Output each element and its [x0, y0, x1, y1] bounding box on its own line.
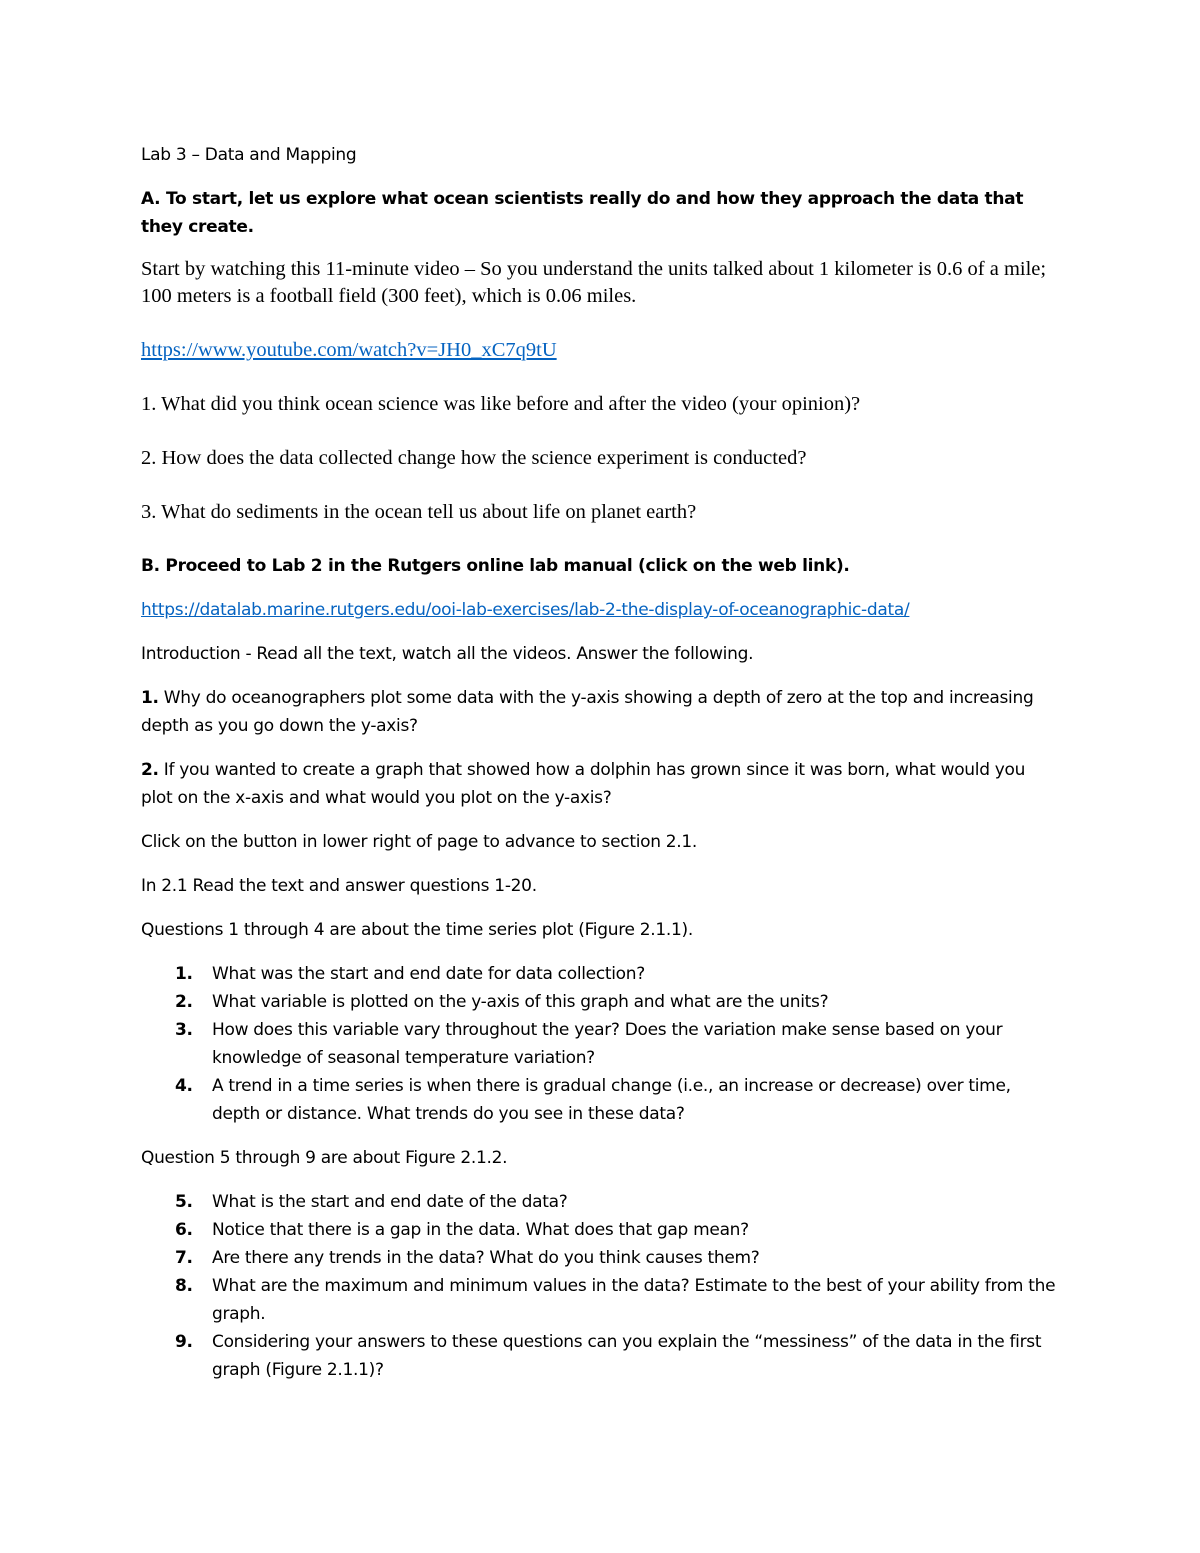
list-item: [141, 1272, 1061, 1328]
list-item: [141, 1016, 1061, 1072]
section-b-heading: B. Proceed to Lab 2 in the Rutgers online lab manual (click on the web link).: [141, 556, 850, 576]
section-a-text: To start, let us explore what ocean scientists really do and how they approach the data that they create.: [141, 189, 1024, 237]
list-item-text: How does this variable vary throughout the year? Does the variation make sense based on your knowledge of seasonal temperature variation?: [212, 1020, 1003, 1068]
question-group-2-heading: Question 5 through 9 are about Figure 2.1.2.: [141, 1148, 508, 1168]
list-item-text: A trend in a time series is when there is gradual change (i.e., an increase or decrease) over time, depth or distance. What trends do you see in these data?: [212, 1076, 1011, 1124]
document-title: Lab 3 – Data and Mapping: [141, 145, 357, 165]
list-item: [141, 1328, 1061, 1384]
video-intro: Start by watching this 11-minute video – So you understand the units talked about 1 kilometer is 0.6 of a mile; 100 meters is a football field (300 feet), which is 0.06 miles.: [141, 258, 1047, 307]
lab-link[interactable]: https://datalab.marine.rutgers.edu/ooi-lab-exercises/lab-2-the-display-of-oceanographic-data/: [141, 600, 910, 620]
list-item: [141, 1072, 1061, 1128]
list-item-number: 1.: [175, 964, 193, 984]
section-a-paragraph: [141, 185, 1061, 241]
video-link-paragraph: [141, 337, 1061, 364]
advance-instruction: Click on the button in lower right of page to advance to section 2.1.: [141, 832, 698, 852]
list-item-number: 9.: [175, 1332, 193, 1352]
list-item-text: What is the start and end date of the data?: [212, 1192, 568, 1212]
list-item: [141, 988, 1061, 1016]
video-question-1: 1. What did you think ocean science was like before and after the video (your opinion)?: [141, 393, 861, 415]
video-question-2: 2. How does the data collected change how the science experiment is conducted?: [141, 447, 807, 469]
list-item-number: 3.: [175, 1020, 193, 1040]
intro-question-1: [141, 684, 1061, 740]
document-page: [141, 140, 1061, 1384]
intro-question-1-text: Why do oceanographers plot some data with the y-axis showing a depth of zero at the top and increasing depth as you go down the y-axis?: [141, 688, 1034, 736]
list-item-text: Are there any trends in the data? What do you think causes them?: [212, 1248, 760, 1268]
list-item-number: 7.: [175, 1248, 193, 1268]
list-item-text: Notice that there is a gap in the data. What does that gap mean?: [212, 1220, 749, 1240]
introduction-text: Introduction - Read all the text, watch all the videos. Answer the following.: [141, 644, 754, 664]
intro-question-2-text: If you wanted to create a graph that showed how a dolphin has grown since it was born, what would you plot on the x-axis and what would you plot on the y-axis?: [141, 760, 1026, 808]
list-item: [141, 960, 1061, 988]
list-item-text: What are the maximum and minimum values in the data? Estimate to the best of your ability from the graph.: [212, 1276, 1056, 1324]
list-item-text: What variable is plotted on the y-axis of this graph and what are the units?: [212, 992, 829, 1012]
list-item-number: 6.: [175, 1220, 193, 1240]
intro-question-2-number: 2.: [141, 760, 159, 780]
question-group-2-list: [141, 1188, 1061, 1384]
list-item-number: 4.: [175, 1076, 193, 1096]
list-item-text: Considering your answers to these questions can you explain the “messiness” of the data in the first graph (Figure 2.1.1)?: [212, 1332, 1042, 1380]
video-link[interactable]: https://www.youtube.com/watch?v=JH0_xC7q9tU: [141, 339, 557, 361]
list-item: [141, 1216, 1061, 1244]
list-item-number: 8.: [175, 1276, 193, 1296]
list-item: [141, 1188, 1061, 1216]
list-item-text: What was the start and end date for data collection?: [212, 964, 645, 984]
video-question-3: 3. What do sediments in the ocean tell us about life on planet earth?: [141, 501, 697, 523]
list-item: [141, 1244, 1061, 1272]
list-item-number: 2.: [175, 992, 193, 1012]
lab-link-paragraph: [141, 596, 1061, 624]
section-2-1-instruction: In 2.1 Read the text and answer questions 1-20.: [141, 876, 537, 896]
section-a-label: A.: [141, 189, 161, 209]
intro-question-2: [141, 756, 1061, 812]
intro-question-1-number: 1.: [141, 688, 159, 708]
list-item-number: 5.: [175, 1192, 193, 1212]
question-group-1-heading: Questions 1 through 4 are about the time series plot (Figure 2.1.1).: [141, 920, 693, 940]
question-group-1-list: [141, 960, 1061, 1128]
